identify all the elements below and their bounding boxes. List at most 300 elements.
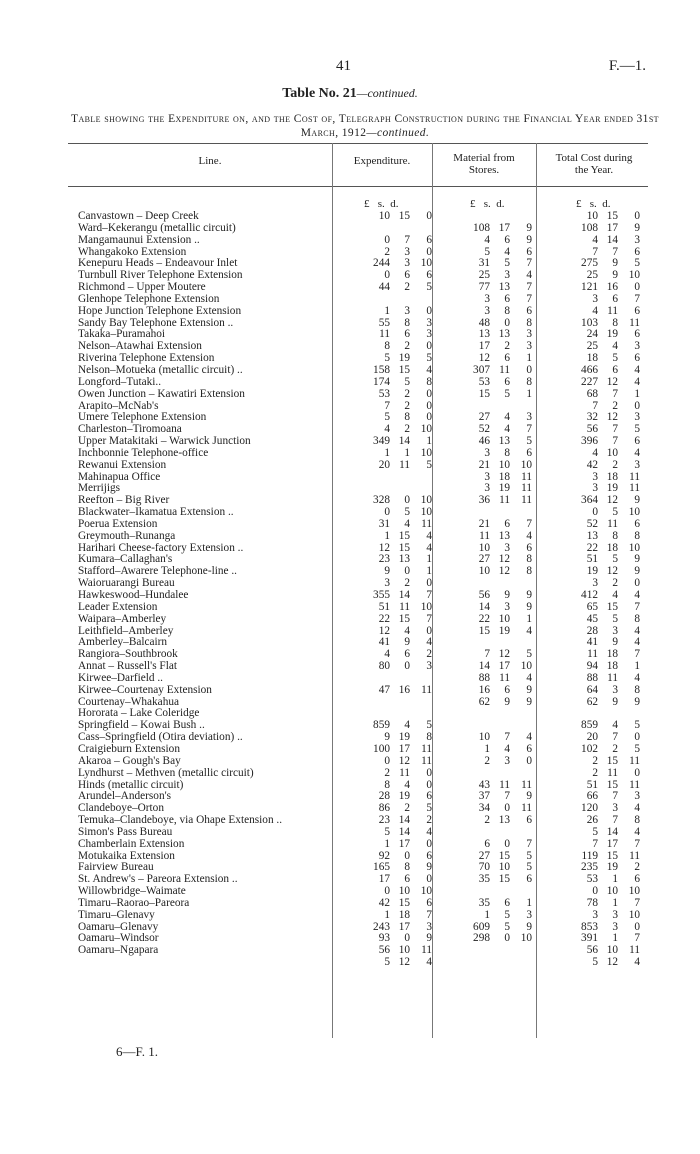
expenditure-pence: 4 (426, 529, 432, 542)
total-pence: 4 (634, 636, 640, 649)
total-pounds: 22 (586, 541, 598, 554)
material-shillings: 15 (498, 849, 510, 862)
page-footer-signature: 6—F. 1. (116, 1044, 158, 1059)
expenditure-shillings: 14 (398, 589, 410, 601)
expenditure-amount (338, 661, 432, 673)
expenditure-amount (338, 211, 432, 223)
table-row (78, 448, 648, 460)
total-shillings: 5 (612, 506, 618, 519)
total-amount (540, 839, 640, 851)
expenditure-pounds: 23 (378, 814, 390, 827)
expenditure-shillings: 17 (398, 837, 410, 850)
expenditure-pence: 5 (426, 719, 432, 732)
total-pence: 7 (634, 896, 640, 909)
table-row (78, 472, 648, 484)
expenditure-pence: 0 (426, 399, 432, 412)
material-shillings: 6 (504, 233, 510, 246)
material-amount (440, 933, 532, 945)
total-pounds: 88 (586, 671, 598, 684)
expenditure-pounds: 1 (384, 837, 390, 850)
line-name: Chamberlain Extension (78, 838, 185, 850)
total-pence: 0 (634, 281, 640, 294)
expenditure-pounds: 17 (378, 873, 390, 886)
expenditure-shillings: 2 (404, 802, 410, 815)
material-pounds: 10 (478, 731, 490, 744)
total-pounds: 108 (581, 221, 598, 234)
table-row (78, 922, 648, 934)
total-pence: 3 (634, 790, 640, 803)
table-row (78, 247, 648, 259)
expenditure-amount (338, 768, 432, 780)
material-pence: 4 (526, 529, 532, 542)
material-shillings: 0 (504, 802, 510, 815)
material-pence: 1 (526, 896, 532, 909)
expenditure-pounds: 80 (378, 660, 390, 673)
expenditure-pence: 2 (426, 814, 432, 827)
line-name: Lyndhurst – Methven (metallic circuit) (78, 767, 254, 779)
material-pence: 10 (520, 932, 532, 945)
expenditure-pounds: 5 (384, 352, 390, 365)
material-pounds: 17 (478, 340, 490, 353)
expenditure-pence: 7 (426, 612, 432, 625)
material-pounds: 10 (478, 565, 490, 578)
total-amount (540, 602, 640, 614)
total-pounds: 52 (586, 517, 598, 530)
expenditure-pounds: 42 (378, 896, 390, 909)
total-amount (540, 744, 640, 756)
material-pounds: 36 (478, 494, 490, 507)
total-pounds: 119 (581, 849, 598, 862)
column-header-total: Total Cost during the Year. (555, 152, 633, 176)
total-pence: 4 (634, 956, 640, 969)
material-pounds: 3 (484, 482, 490, 495)
line-name: Hawkeswood–Hundalee (78, 590, 189, 601)
expenditure-pence: 6 (426, 233, 432, 246)
expenditure-pounds: 158 (373, 363, 390, 376)
total-shillings: 5 (612, 612, 618, 625)
total-pence: 8 (634, 612, 640, 625)
total-shillings: 9 (612, 695, 618, 708)
total-pence: 6 (634, 352, 640, 365)
material-shillings: 4 (504, 245, 510, 258)
total-pounds: 62 (586, 695, 598, 708)
expenditure-pence: 6 (426, 790, 432, 803)
expenditure-shillings: 2 (404, 577, 410, 590)
total-amount (540, 910, 640, 922)
material-pounds: 27 (478, 411, 490, 424)
total-pounds: 412 (581, 589, 598, 601)
total-shillings: 19 (606, 328, 618, 341)
expenditure-pounds: 1 (384, 446, 390, 459)
material-shillings: 10 (498, 458, 510, 471)
table-row (78, 495, 648, 507)
material-amount (440, 898, 532, 910)
total-pence: 8 (634, 529, 640, 542)
total-amount (540, 294, 640, 306)
total-shillings: 19 (606, 861, 618, 874)
total-pence: 11 (629, 778, 640, 791)
total-amount (540, 566, 640, 578)
material-shillings: 10 (498, 612, 510, 625)
material-pence: 8 (526, 375, 532, 388)
total-pounds: 51 (586, 778, 598, 791)
expenditure-amount (338, 282, 432, 294)
total-amount (540, 614, 640, 626)
total-shillings: 19 (606, 482, 618, 495)
material-pence: 11 (521, 470, 532, 483)
expenditure-pence: 1 (426, 553, 432, 566)
total-pence: 8 (634, 814, 640, 827)
total-shillings: 1 (612, 873, 618, 886)
expenditure-shillings: 15 (398, 541, 410, 554)
expenditure-amount (338, 389, 432, 401)
expenditure-amount (338, 685, 432, 697)
total-shillings: 12 (606, 375, 618, 388)
total-pounds: 56 (586, 423, 598, 436)
material-pence: 9 (526, 589, 532, 601)
material-pence: 6 (526, 541, 532, 554)
expenditure-pence: 0 (426, 245, 432, 258)
total-shillings: 3 (612, 683, 618, 696)
total-shillings: 14 (606, 233, 618, 246)
material-shillings: 15 (498, 873, 510, 886)
expenditure-shillings: 8 (404, 411, 410, 424)
total-shillings: 11 (607, 766, 618, 779)
material-pence: 1 (526, 612, 532, 625)
table-row (78, 223, 648, 235)
material-amount (440, 460, 532, 472)
line-name: Glenhope Telephone Extension (78, 293, 220, 305)
material-pence: 3 (526, 411, 532, 424)
total-pounds: 364 (581, 494, 598, 507)
material-pence: 9 (526, 600, 532, 613)
total-pence: 7 (634, 648, 640, 661)
total-shillings: 7 (612, 790, 618, 803)
expenditure-amount (338, 235, 432, 247)
line-name: Arundel–Anderson's (78, 791, 172, 803)
total-pounds: 56 (586, 944, 598, 957)
material-pounds: 46 (478, 435, 490, 448)
material-pence: 1 (526, 387, 532, 400)
line-name: Owen Junction – Kawatiri Extension (78, 388, 245, 400)
material-pence: 11 (521, 778, 532, 791)
total-shillings: 11 (607, 517, 618, 530)
material-shillings: 3 (504, 600, 510, 613)
line-name: Hinds (metallic circuit) (78, 779, 184, 791)
expenditure-shillings: 15 (398, 529, 410, 542)
line-name: Temuka–Clandeboye, via Ohape Extension .. (78, 815, 283, 827)
expenditure-shillings: 18 (398, 908, 410, 921)
table-row (78, 862, 648, 874)
expenditure-shillings: 3 (404, 257, 410, 270)
total-shillings: 1 (612, 932, 618, 945)
total-shillings: 15 (606, 210, 618, 222)
expenditure-pence: 11 (421, 517, 432, 530)
total-shillings: 4 (612, 340, 618, 353)
total-pence: 4 (634, 589, 640, 601)
material-pounds: 3 (484, 292, 490, 305)
header-top-rule (68, 143, 648, 144)
material-pence: 3 (526, 340, 532, 353)
total-shillings: 18 (606, 648, 618, 661)
total-amount (540, 957, 640, 969)
expenditure-pounds: 9 (384, 731, 390, 744)
expenditure-shillings: 6 (404, 648, 410, 661)
total-pounds: 4 (592, 304, 598, 317)
table-row (78, 626, 648, 638)
table-row (78, 803, 648, 815)
expenditure-shillings: 7 (404, 233, 410, 246)
line-name: Kirwee–Courtenay Extension (78, 684, 212, 696)
table-row (78, 673, 648, 685)
material-shillings: 18 (498, 470, 510, 483)
expenditure-shillings: 10 (398, 944, 410, 957)
material-pence: 9 (526, 233, 532, 246)
material-shillings: 6 (504, 896, 510, 909)
expenditure-pence: 1 (426, 435, 432, 448)
expenditure-pence: 0 (426, 837, 432, 850)
expenditure-pounds: 12 (378, 541, 390, 554)
expenditure-pence: 6 (426, 896, 432, 909)
line-name: Timaru–Raorao–Pareora (78, 897, 190, 909)
material-pounds: 3 (484, 470, 490, 483)
expenditure-shillings: 15 (398, 363, 410, 376)
table-row (78, 815, 648, 827)
line-name: Nelson–Motueka (metallic circuit) .. (78, 364, 243, 376)
expenditure-pence: 3 (426, 316, 432, 329)
total-pence: 11 (629, 849, 640, 862)
table-row (78, 483, 648, 495)
material-pence: 0 (526, 363, 532, 376)
total-pence: 10 (628, 908, 640, 921)
material-pounds: 35 (478, 896, 490, 909)
table-title-cont: —continued. (356, 86, 418, 100)
total-shillings: 18 (606, 660, 618, 673)
expenditure-shillings: 4 (404, 624, 410, 637)
total-pounds: 26 (586, 814, 598, 827)
material-pence: 7 (526, 257, 532, 270)
total-shillings: 5 (612, 553, 618, 566)
material-shillings: 7 (504, 731, 510, 744)
total-amount (540, 282, 640, 294)
total-amount (540, 756, 640, 768)
total-pounds: 25 (586, 340, 598, 353)
total-pounds: 32 (586, 411, 598, 424)
material-amount (440, 874, 532, 886)
material-pounds: 3 (484, 304, 490, 317)
expenditure-pounds: 328 (373, 494, 390, 507)
expenditure-pounds: 4 (384, 648, 390, 661)
material-pounds: 21 (478, 458, 490, 471)
total-pounds: 859 (581, 719, 598, 732)
expenditure-shillings: 5 (404, 375, 410, 388)
total-pounds: 10 (586, 210, 598, 222)
line-name: Whangakoko Extension (78, 246, 187, 258)
total-pence: 10 (628, 269, 640, 282)
expenditure-pounds: 5 (384, 411, 390, 424)
table-row (78, 910, 648, 922)
total-shillings: 3 (612, 908, 618, 921)
expenditure-pounds: 349 (373, 435, 390, 448)
total-pounds: 53 (586, 873, 598, 886)
expenditure-shillings: 10 (398, 885, 410, 898)
total-pence: 9 (634, 565, 640, 578)
line-name: Kirwee–Darfield .. (78, 672, 164, 684)
line-name: Annat – Russell's Flat (78, 661, 178, 673)
total-pounds: 2 (592, 754, 598, 767)
table-row (78, 270, 648, 282)
expenditure-pence: 4 (426, 541, 432, 554)
expenditure-pence: 5 (426, 352, 432, 365)
line-name: Charleston–Tiromoana (78, 424, 182, 436)
total-pence: 9 (634, 221, 640, 234)
total-shillings: 1 (612, 896, 618, 909)
material-pounds: 10 (478, 541, 490, 554)
material-pence: 6 (526, 446, 532, 459)
total-pounds: 18 (586, 352, 598, 365)
expenditure-pence: 11 (421, 683, 432, 696)
material-shillings: 12 (498, 553, 510, 566)
total-shillings: 15 (606, 600, 618, 613)
table-row (78, 957, 648, 969)
line-name: Kumara–Callaghan's (78, 554, 173, 566)
expenditure-shillings: 14 (398, 435, 410, 448)
table-row (78, 614, 648, 626)
total-shillings: 7 (612, 814, 618, 827)
material-shillings: 4 (504, 411, 510, 424)
total-pounds: 275 (581, 257, 598, 270)
total-pounds: 5 (592, 956, 598, 969)
total-pounds: 102 (581, 742, 598, 755)
expenditure-pence: 9 (426, 861, 432, 874)
line-name: Rewanui Extension (78, 459, 167, 471)
expenditure-pence: 8 (426, 731, 432, 744)
material-pence: 6 (526, 245, 532, 258)
material-pounds: 52 (478, 423, 490, 436)
total-pounds: 45 (586, 612, 598, 625)
material-pence: 6 (526, 742, 532, 755)
material-shillings: 6 (504, 683, 510, 696)
expenditure-pence: 2 (426, 648, 432, 661)
table-subtitle (70, 112, 660, 140)
total-pounds: 2 (592, 766, 598, 779)
table-row (78, 839, 648, 851)
total-pence: 6 (634, 304, 640, 317)
total-pounds: 3 (592, 482, 598, 495)
expenditure-shillings: 2 (404, 399, 410, 412)
table-row (78, 697, 648, 709)
material-pence: 11 (521, 494, 532, 507)
expenditure-shillings: 15 (398, 210, 410, 222)
total-pence: 6 (634, 435, 640, 448)
expenditure-pence: 4 (426, 636, 432, 649)
line-name: Amberley–Balcairn (78, 637, 168, 649)
material-shillings: 6 (504, 375, 510, 388)
total-shillings: 4 (612, 589, 618, 601)
expenditure-pence: 0 (426, 624, 432, 637)
material-shillings: 4 (504, 423, 510, 436)
expenditure-pounds: 47 (378, 683, 390, 696)
material-pounds: 108 (473, 221, 490, 234)
expenditure-pence: 0 (426, 411, 432, 424)
total-amount (540, 223, 640, 235)
material-amount (440, 294, 532, 306)
material-pence: 9 (526, 221, 532, 234)
expenditure-pounds: 0 (384, 885, 390, 898)
table-row (78, 389, 648, 401)
material-pounds: 6 (484, 837, 490, 850)
material-pounds: 34 (478, 802, 490, 815)
expenditure-shillings: 11 (399, 600, 410, 613)
material-pence: 3 (526, 328, 532, 341)
total-pounds: 466 (581, 363, 598, 376)
line-name: Cass–Springfield (Otira deviation) .. (78, 732, 243, 744)
expenditure-shillings: 0 (404, 565, 410, 578)
material-pence: 7 (526, 281, 532, 294)
table-row (78, 519, 648, 531)
expenditure-pounds: 0 (384, 233, 390, 246)
line-name: Oamaru–Windsor (78, 933, 159, 945)
expenditure-pounds: 41 (378, 636, 390, 649)
total-amount (540, 448, 640, 460)
expenditure-amount (338, 602, 432, 614)
total-pounds: 227 (581, 375, 598, 388)
expenditure-pounds: 9 (384, 565, 390, 578)
total-pence: 0 (634, 766, 640, 779)
expenditure-amount (338, 531, 432, 543)
total-pence: 3 (634, 458, 640, 471)
material-shillings: 2 (504, 340, 510, 353)
total-shillings: 8 (612, 529, 618, 542)
material-pence: 1 (526, 352, 532, 365)
table-row (78, 780, 648, 792)
material-pence: 8 (526, 565, 532, 578)
total-shillings: 7 (612, 435, 618, 448)
table-row (78, 258, 648, 270)
total-pence: 11 (629, 470, 640, 483)
total-pence: 11 (629, 316, 640, 329)
total-amount (540, 815, 640, 827)
total-pence: 0 (634, 920, 640, 933)
expenditure-pence: 7 (426, 908, 432, 921)
total-pounds: 66 (586, 790, 598, 803)
expenditure-pence: 0 (426, 340, 432, 353)
material-amount (440, 519, 532, 531)
total-amount (540, 898, 640, 910)
material-pounds: 1 (484, 742, 490, 755)
material-shillings: 10 (498, 861, 510, 874)
table-row (78, 424, 648, 436)
total-shillings: 15 (606, 849, 618, 862)
table-row (78, 602, 648, 614)
material-pounds: 7 (484, 648, 490, 661)
expenditure-shillings: 1 (404, 446, 410, 459)
total-shillings: 15 (606, 754, 618, 767)
expenditure-amount (338, 377, 432, 389)
material-pounds: 298 (473, 932, 490, 945)
expenditure-pence: 0 (426, 873, 432, 886)
expenditure-pounds: 7 (384, 399, 390, 412)
total-amount (540, 519, 640, 531)
material-shillings: 0 (504, 932, 510, 945)
expenditure-pence: 11 (421, 944, 432, 957)
expenditure-pence: 0 (426, 387, 432, 400)
total-amount (540, 389, 640, 401)
expenditure-amount (338, 756, 432, 768)
total-amount (540, 531, 640, 543)
expenditure-pounds: 55 (378, 316, 390, 329)
material-shillings: 8 (504, 304, 510, 317)
